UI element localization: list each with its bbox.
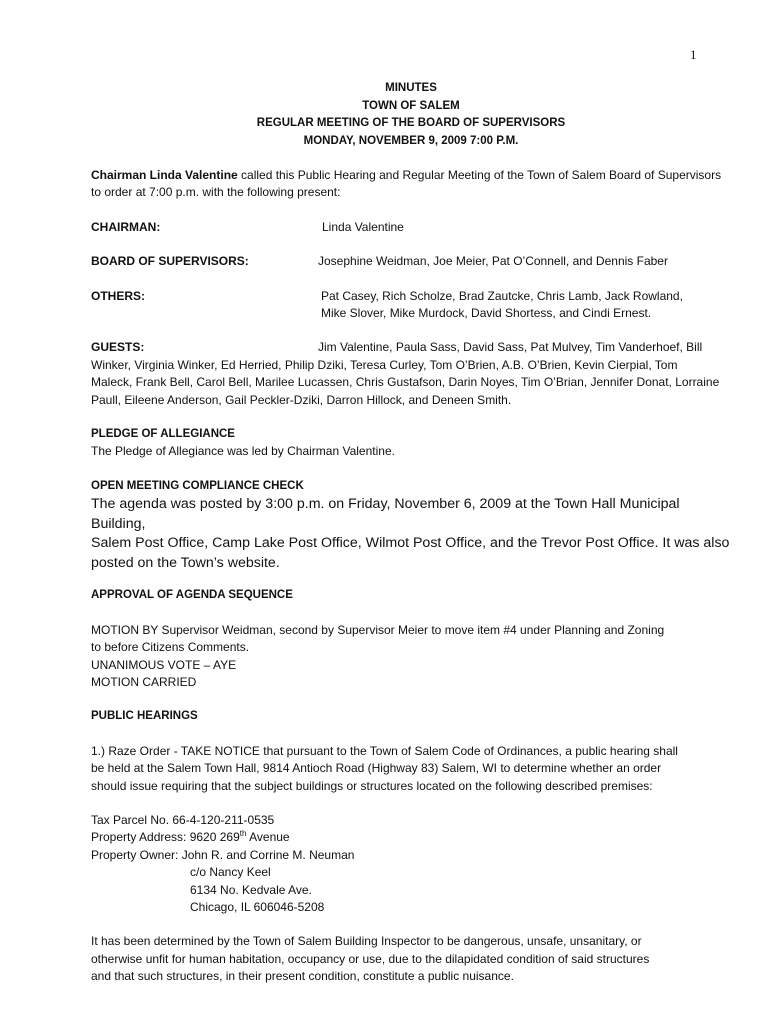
open-meeting-line3: posted on the Town’s website.: [91, 554, 280, 571]
public-hearings-heading: PUBLIC HEARINGS: [91, 710, 198, 723]
determination-line2: otherwise unfit for human habitation, occupancy or use, due to the dilapidated condition of said structures: [91, 951, 650, 966]
others-line2: Mike Slover, Mike Murdock, David Shortess, and Cindi Ernest.: [321, 306, 652, 321]
owner-care-of: c/o Nancy Keel: [190, 865, 271, 880]
pledge-section: [91, 426, 731, 461]
property-address-number: Property Address: 9620 269: [91, 830, 240, 845]
others-row: [91, 288, 731, 323]
open-meeting-line1: The agenda was posted by 3:00 p.m. on Friday, November 6, 2009 at the Town Hall Municipal Building,: [91, 496, 680, 532]
pledge-heading: PLEDGE OF ALLEGIANCE: [91, 428, 235, 441]
intro-chairman-name: Chairman Linda Valentine: [91, 168, 238, 182]
title-line-meeting: REGULAR MEETING OF THE BOARD OF SUPERVISORS: [256, 117, 566, 129]
title-line-town: TOWN OF SALEM: [362, 99, 460, 112]
board-row: [91, 253, 731, 270]
property-address-suffix: th: [239, 829, 247, 839]
guests-label: GUESTS:: [91, 340, 145, 355]
agenda-motion-result: MOTION CARRIED: [91, 674, 197, 689]
open-meeting-section: [91, 478, 731, 573]
intro-text-line2: to order at 7:00 p.m. with the following present:: [91, 185, 341, 200]
open-meeting-line2: Salem Post Office, Camp Lake Post Office, Wilmot Post Office, and the Trevor Post Office. It was also: [91, 535, 730, 552]
chairman-label: CHAIRMAN:: [91, 219, 161, 234]
title-line-minutes: MINUTES: [385, 82, 437, 94]
guests-line4: Paull, Eileene Anderson, Gail Peckler-Dziki, Darron Hillock, and Deneen Smith.: [91, 392, 512, 407]
hearing-item1-line1: 1.) Raze Order - TAKE NOTICE that pursuant to the Town of Salem Code of Ordinances, a public hearing shall: [91, 743, 678, 758]
owner-city: Chicago, IL 606046-5208: [190, 899, 325, 914]
board-value: Josephine Weidman, Joe Meier, Pat O’Connell, and Dennis Faber: [318, 254, 668, 269]
document-title: [91, 80, 731, 150]
determination-line3: and that such structures, in their present condition, constitute a public nuisance.: [91, 969, 514, 984]
guests-line2: Winker, Virginia Winker, Ed Herried, Philip Dziki, Teresa Curley, Tom O’Brien, A.B. O’Brien, Kevin Cierpial, Tom: [91, 357, 678, 372]
page-number: 1: [690, 47, 697, 62]
agenda-section: [91, 587, 731, 691]
others-value: [321, 288, 731, 323]
board-label: BOARD OF SUPERVISORS:: [91, 254, 249, 269]
document-body: [91, 80, 731, 986]
open-meeting-heading: OPEN MEETING COMPLIANCE CHECK: [91, 479, 304, 492]
determination-line1: It has been determined by the Town of Salem Building Inspector to be dangerous, unsafe, unsanitary, or: [91, 934, 642, 949]
others-line1: Pat Casey, Rich Scholze, Brad Zautcke, Chris Lamb, Jack Rowland,: [321, 288, 683, 303]
others-label: OTHERS:: [91, 288, 145, 303]
owner-street: 6134 No. Kedvale Ave.: [190, 882, 312, 897]
chairman-row: [91, 219, 731, 236]
property-owner: Property Owner: John R. and Corrine M. Neuman: [91, 847, 355, 862]
guests-block: [91, 339, 731, 409]
public-hearings-section: [91, 708, 731, 985]
guests-row: [91, 339, 731, 356]
intro-paragraph: [91, 167, 731, 202]
guests-line1: Jim Valentine, Paula Sass, David Sass, Pat Mulvey, Tim Vanderhoef, Bill: [318, 340, 703, 355]
hearing-item1-line3: should issue requiring that the subject buildings or structures located on the following described premises:: [91, 778, 653, 793]
guests-line3: Maleck, Frank Bell, Carol Bell, Marilee Lucassen, Chris Gustafson, Darin Noyes, Tim O’Brian, Jennifer Donat, Lorraine: [91, 375, 720, 390]
agenda-heading: APPROVAL OF AGENDA SEQUENCE: [91, 589, 293, 602]
chairman-value: Linda Valentine: [322, 219, 404, 234]
tax-parcel: Tax Parcel No. 66-4-120-211-0535: [91, 812, 275, 827]
agenda-motion-line1: MOTION BY Supervisor Weidman, second by Supervisor Meier to move item #4 under Planning and Zoning: [91, 622, 665, 637]
agenda-vote: UNANIMOUS VOTE – AYE: [91, 657, 237, 672]
property-address: [91, 829, 731, 846]
agenda-motion-line2: to before Citizens Comments.: [91, 640, 250, 655]
pledge-text: The Pledge of Allegiance was led by Chairman Valentine.: [91, 444, 395, 459]
property-address-street: Avenue: [246, 830, 290, 845]
hearing-item1-line2: be held at the Salem Town Hall, 9814 Antioch Road (Highway 83) Salem, WI to determine whether an order: [91, 761, 662, 776]
intro-text-line1: called this Public Hearing and Regular Meeting of the Town of Salem Board of Supervisors: [237, 168, 722, 182]
title-line-date: MONDAY, NOVEMBER 9, 2009 7:00 P.M.: [303, 134, 519, 147]
